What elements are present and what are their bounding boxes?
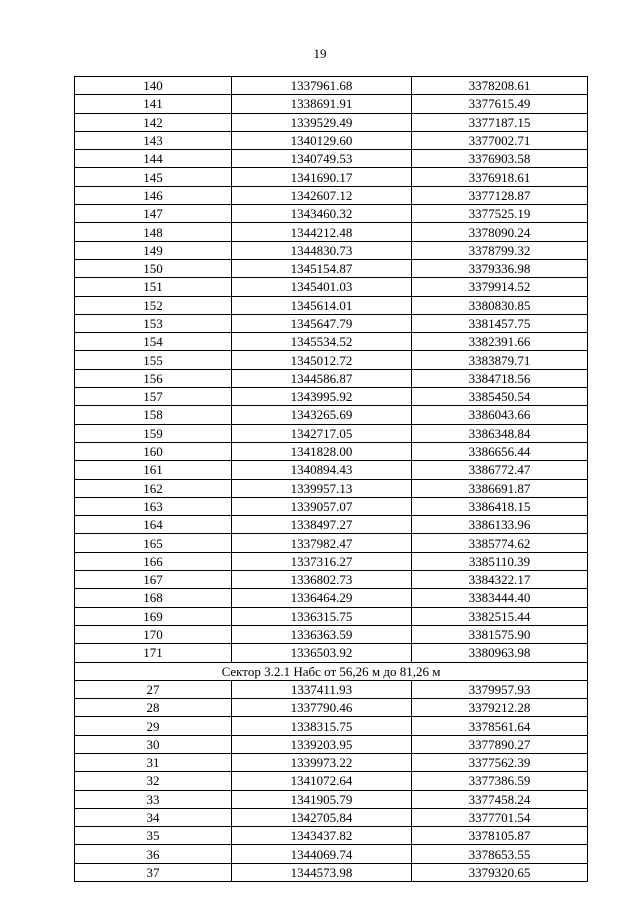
y-coordinate-cell: 3378208.61	[412, 77, 588, 95]
point-number-cell: 34	[75, 808, 232, 826]
y-coordinate-cell: 3377458.24	[412, 790, 588, 808]
table-row	[75, 296, 588, 314]
sector-heading-row	[75, 662, 588, 680]
y-coordinate-cell: 3385774.62	[412, 534, 588, 552]
x-coordinate-cell: 1341690.17	[232, 168, 412, 186]
table-row	[75, 534, 588, 552]
x-coordinate-cell: 1336464.29	[232, 589, 412, 607]
x-coordinate-cell: 1337316.27	[232, 552, 412, 570]
point-number-cell: 144	[75, 150, 232, 168]
point-number-cell: 161	[75, 461, 232, 479]
y-coordinate-cell: 3378653.55	[412, 845, 588, 863]
point-number-cell: 143	[75, 131, 232, 149]
y-coordinate-cell: 3378090.24	[412, 223, 588, 241]
y-coordinate-cell: 3386418.15	[412, 497, 588, 515]
point-number-cell: 156	[75, 369, 232, 387]
y-coordinate-cell: 3379336.98	[412, 259, 588, 277]
table-row	[75, 571, 588, 589]
x-coordinate-cell: 1341828.00	[232, 442, 412, 460]
point-number-cell: 169	[75, 607, 232, 625]
x-coordinate-cell: 1345534.52	[232, 333, 412, 351]
point-number-cell: 170	[75, 625, 232, 643]
point-number-cell: 150	[75, 259, 232, 277]
point-number-cell: 140	[75, 77, 232, 95]
table-row	[75, 150, 588, 168]
y-coordinate-cell: 3379957.93	[412, 680, 588, 698]
point-number-cell: 162	[75, 479, 232, 497]
x-coordinate-cell: 1344069.74	[232, 845, 412, 863]
table-row	[75, 717, 588, 735]
x-coordinate-cell: 1342705.84	[232, 808, 412, 826]
point-number-cell: 29	[75, 717, 232, 735]
table-row	[75, 735, 588, 753]
table-row	[75, 113, 588, 131]
y-coordinate-cell: 3381575.90	[412, 625, 588, 643]
coordinates-table-body	[75, 77, 588, 882]
x-coordinate-cell: 1339973.22	[232, 753, 412, 771]
x-coordinate-cell: 1345154.87	[232, 259, 412, 277]
point-number-cell: 28	[75, 699, 232, 717]
table-row	[75, 461, 588, 479]
x-coordinate-cell: 1343265.69	[232, 406, 412, 424]
point-number-cell: 151	[75, 278, 232, 296]
table-row	[75, 388, 588, 406]
table-row	[75, 479, 588, 497]
table-row	[75, 241, 588, 259]
point-number-cell: 31	[75, 753, 232, 771]
point-number-cell: 152	[75, 296, 232, 314]
x-coordinate-cell: 1345647.79	[232, 314, 412, 332]
y-coordinate-cell: 3377525.19	[412, 205, 588, 223]
table-row	[75, 95, 588, 113]
table-row	[75, 808, 588, 826]
point-number-cell: 33	[75, 790, 232, 808]
y-coordinate-cell: 3380830.85	[412, 296, 588, 314]
x-coordinate-cell: 1338315.75	[232, 717, 412, 735]
x-coordinate-cell: 1336363.59	[232, 625, 412, 643]
point-number-cell: 35	[75, 827, 232, 845]
point-number-cell: 164	[75, 516, 232, 534]
x-coordinate-cell: 1345012.72	[232, 351, 412, 369]
y-coordinate-cell: 3384718.56	[412, 369, 588, 387]
table-row	[75, 552, 588, 570]
x-coordinate-cell: 1337982.47	[232, 534, 412, 552]
point-number-cell: 163	[75, 497, 232, 515]
y-coordinate-cell: 3386691.87	[412, 479, 588, 497]
point-number-cell: 146	[75, 186, 232, 204]
table-row	[75, 278, 588, 296]
y-coordinate-cell: 3377562.39	[412, 753, 588, 771]
point-number-cell: 27	[75, 680, 232, 698]
point-number-cell: 166	[75, 552, 232, 570]
x-coordinate-cell: 1339529.49	[232, 113, 412, 131]
point-number-cell: 37	[75, 863, 232, 881]
x-coordinate-cell: 1336802.73	[232, 571, 412, 589]
y-coordinate-cell: 3382515.44	[412, 607, 588, 625]
point-number-cell: 165	[75, 534, 232, 552]
y-coordinate-cell: 3379914.52	[412, 278, 588, 296]
point-number-cell: 32	[75, 772, 232, 790]
y-coordinate-cell: 3377890.27	[412, 735, 588, 753]
y-coordinate-cell: 3383879.71	[412, 351, 588, 369]
y-coordinate-cell: 3381457.75	[412, 314, 588, 332]
y-coordinate-cell: 3380963.98	[412, 644, 588, 662]
table-row	[75, 351, 588, 369]
x-coordinate-cell: 1344586.87	[232, 369, 412, 387]
y-coordinate-cell: 3379212.28	[412, 699, 588, 717]
table-row	[75, 589, 588, 607]
table-row	[75, 644, 588, 662]
y-coordinate-cell: 3386133.96	[412, 516, 588, 534]
x-coordinate-cell: 1336503.92	[232, 644, 412, 662]
point-number-cell: 167	[75, 571, 232, 589]
y-coordinate-cell: 3385450.54	[412, 388, 588, 406]
x-coordinate-cell: 1340894.43	[232, 461, 412, 479]
page-number: 19	[313, 46, 327, 61]
x-coordinate-cell: 1345614.01	[232, 296, 412, 314]
point-number-cell: 149	[75, 241, 232, 259]
sector-heading: Сектор 3.2.1 Набс от 56,26 м до 81,26 м	[75, 662, 588, 680]
table-row	[75, 223, 588, 241]
y-coordinate-cell: 3377002.71	[412, 131, 588, 149]
x-coordinate-cell: 1344212.48	[232, 223, 412, 241]
table-row	[75, 827, 588, 845]
table-row	[75, 753, 588, 771]
x-coordinate-cell: 1343995.92	[232, 388, 412, 406]
table-row	[75, 625, 588, 643]
y-coordinate-cell: 3377187.15	[412, 113, 588, 131]
table-row	[75, 442, 588, 460]
y-coordinate-cell: 3386656.44	[412, 442, 588, 460]
y-coordinate-cell: 3379320.65	[412, 863, 588, 881]
x-coordinate-cell: 1340749.53	[232, 150, 412, 168]
table-row	[75, 205, 588, 223]
y-coordinate-cell: 3377701.54	[412, 808, 588, 826]
point-number-cell: 142	[75, 113, 232, 131]
table-row	[75, 259, 588, 277]
x-coordinate-cell: 1338497.27	[232, 516, 412, 534]
y-coordinate-cell: 3386772.47	[412, 461, 588, 479]
x-coordinate-cell: 1342717.05	[232, 424, 412, 442]
point-number-cell: 159	[75, 424, 232, 442]
table-row	[75, 863, 588, 881]
point-number-cell: 36	[75, 845, 232, 863]
point-number-cell: 155	[75, 351, 232, 369]
table-row	[75, 680, 588, 698]
table-row	[75, 131, 588, 149]
y-coordinate-cell: 3386348.84	[412, 424, 588, 442]
table-row	[75, 77, 588, 95]
table-row	[75, 845, 588, 863]
x-coordinate-cell: 1338691.91	[232, 95, 412, 113]
point-number-cell: 171	[75, 644, 232, 662]
x-coordinate-cell: 1341072.64	[232, 772, 412, 790]
point-number-cell: 153	[75, 314, 232, 332]
y-coordinate-cell: 3384322.17	[412, 571, 588, 589]
point-number-cell: 158	[75, 406, 232, 424]
y-coordinate-cell: 3385110.39	[412, 552, 588, 570]
point-number-cell: 157	[75, 388, 232, 406]
point-number-cell: 145	[75, 168, 232, 186]
x-coordinate-cell: 1339057.07	[232, 497, 412, 515]
table-row	[75, 497, 588, 515]
y-coordinate-cell: 3383444.40	[412, 589, 588, 607]
point-number-cell: 148	[75, 223, 232, 241]
x-coordinate-cell: 1340129.60	[232, 131, 412, 149]
x-coordinate-cell: 1344830.73	[232, 241, 412, 259]
y-coordinate-cell: 3382391.66	[412, 333, 588, 351]
table-row	[75, 607, 588, 625]
y-coordinate-cell: 3376903.58	[412, 150, 588, 168]
y-coordinate-cell: 3377128.87	[412, 186, 588, 204]
table-row	[75, 424, 588, 442]
x-coordinate-cell: 1337961.68	[232, 77, 412, 95]
x-coordinate-cell: 1339203.95	[232, 735, 412, 753]
table-row	[75, 699, 588, 717]
x-coordinate-cell: 1345401.03	[232, 278, 412, 296]
x-coordinate-cell: 1343437.82	[232, 827, 412, 845]
y-coordinate-cell: 3377386.59	[412, 772, 588, 790]
x-coordinate-cell: 1339957.13	[232, 479, 412, 497]
table-row	[75, 369, 588, 387]
table-row	[75, 186, 588, 204]
table-row	[75, 314, 588, 332]
x-coordinate-cell: 1337790.46	[232, 699, 412, 717]
point-number-cell: 168	[75, 589, 232, 607]
point-number-cell: 147	[75, 205, 232, 223]
x-coordinate-cell: 1344573.98	[232, 863, 412, 881]
y-coordinate-cell: 3378561.64	[412, 717, 588, 735]
table-row	[75, 516, 588, 534]
y-coordinate-cell: 3378799.32	[412, 241, 588, 259]
table-row	[75, 168, 588, 186]
coordinates-table	[74, 76, 588, 882]
table-row	[75, 333, 588, 351]
table-row	[75, 772, 588, 790]
y-coordinate-cell: 3376918.61	[412, 168, 588, 186]
x-coordinate-cell: 1343460.32	[232, 205, 412, 223]
table-row	[75, 406, 588, 424]
y-coordinate-cell: 3378105.87	[412, 827, 588, 845]
point-number-cell: 160	[75, 442, 232, 460]
point-number-cell: 154	[75, 333, 232, 351]
y-coordinate-cell: 3377615.49	[412, 95, 588, 113]
table-row	[75, 790, 588, 808]
point-number-cell: 141	[75, 95, 232, 113]
x-coordinate-cell: 1336315.75	[232, 607, 412, 625]
x-coordinate-cell: 1341905.79	[232, 790, 412, 808]
point-number-cell: 30	[75, 735, 232, 753]
y-coordinate-cell: 3386043.66	[412, 406, 588, 424]
x-coordinate-cell: 1342607.12	[232, 186, 412, 204]
x-coordinate-cell: 1337411.93	[232, 680, 412, 698]
